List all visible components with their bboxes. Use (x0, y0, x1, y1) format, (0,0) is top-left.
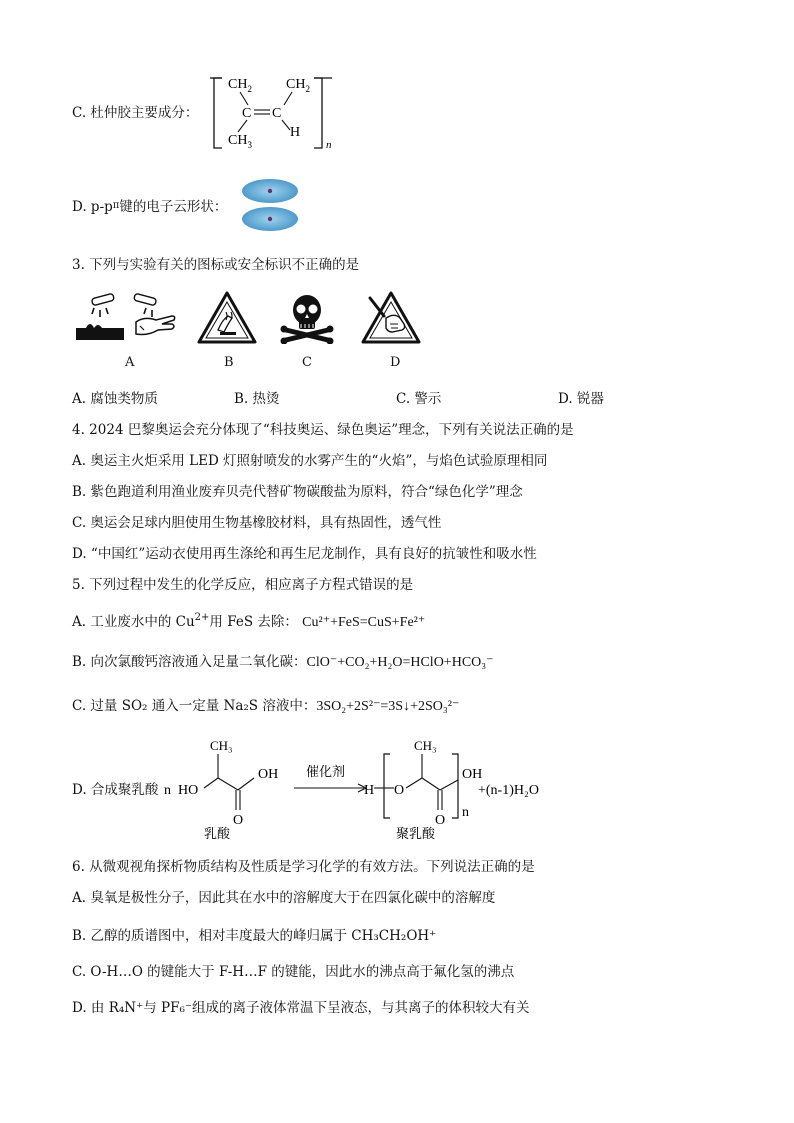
svg-text:催化剂: 催化剂 (306, 764, 346, 779)
q4-option-d: D. “中国红”运动衣使用再生涤纶和再生尼龙制作，具有良好的抗皱性和吸水性 (72, 546, 537, 562)
q3-option-d: D. 锐器 (558, 391, 604, 407)
q5-option-d-label: D. 合成聚乳酸 (72, 782, 159, 798)
q4-option-a: A. 奥运主火炬采用 LED 灯照射喷发的水雾产生的“火焰”，与焰色试验原理相同 (72, 453, 548, 469)
q3-stem: 3. 下列与实验有关的图标或安全标识不正确的是 (72, 257, 360, 273)
svg-text:O: O (233, 813, 244, 828)
top-left-group: $CH_2$ (228, 77, 252, 94)
svg-text:O: O (394, 783, 405, 798)
q5-option-b: B. 向次氯酸钙溶液通入足量二氧化碳：ClO⁻+CO₂+H₂O=HClO+HCO₃⁻ (72, 654, 494, 670)
q3-option-b: B. 热烫 (234, 391, 280, 407)
q4-stem: 4. 2024 巴黎奥运会充分体现了“科技奥运、绿色奥运”理念，下列有关说法正确的是 (72, 422, 574, 438)
p-p-pi-cloud-icon (240, 178, 300, 232)
q4-option-c: C. 奥运会足球内胆使用生物基橡胶材料，具有热固性，透气性 (72, 515, 442, 531)
q5-stem: 5. 下列过程中发生的化学反应，相应离子方程式错误的是 (72, 577, 414, 593)
q2-option-c-label: C. 杜仲胶主要成分： (72, 105, 199, 121)
corrosive-icon (74, 292, 184, 344)
q6-stem: 6. 从微观视角探析物质结构及性质是学习化学的有效方法。下列说法正确的是 (72, 859, 535, 875)
svg-text:n: n (326, 139, 332, 151)
q6-option-d: D. 由 R₄N⁺与 PF₆⁻组成的离子液体常温下呈液态，与其离子的体积较大有关 (72, 1000, 530, 1016)
top-right-group: $CH_2$ (286, 77, 310, 94)
polylactic-acid-synthesis (160, 734, 560, 844)
svg-text:HO: HO (178, 783, 199, 798)
q6-option-b: B. 乙醇的质谱图中，相对丰度最大的峰归属于 CH₃CH₂OH⁺ (72, 928, 437, 944)
icon-label-b: B (224, 355, 234, 370)
icon-label-d: D (390, 355, 401, 370)
svg-text:n: n (462, 805, 469, 820)
svg-text:H: H (290, 125, 301, 140)
svg-text:O: O (435, 813, 446, 828)
sharp-object-icon (360, 290, 422, 346)
svg-text:聚乳酸: 聚乳酸 (396, 826, 436, 841)
svg-text:C: C (242, 106, 252, 121)
svg-text:OH: OH (462, 767, 483, 782)
svg-text:CH₃: CH₃ (414, 738, 437, 753)
hot-surface-icon (196, 290, 258, 346)
q2-option-d-label: D. $p-p^\pi$键的电子云形状： (72, 199, 228, 215)
skull-crossbones-icon (278, 292, 336, 344)
q6-option-c: C. O-H…O 的键能大于 F-H…F 的键能，因此水的沸点高于氟化氢的沸点 (72, 964, 515, 980)
icon-label-c: C (302, 355, 312, 370)
q4-option-b: B. 紫色跑道利用渔业废弃贝壳代替矿物碳酸盐为原料，符合“绿色化学”理念 (72, 484, 523, 500)
svg-text:乳酸: 乳酸 (204, 826, 231, 841)
svg-text:OH: OH (258, 767, 279, 782)
q5-option-c: C. 过量 SO₂ 通入一定量 Na₂S 溶液中：3SO₂+2S²⁻=3S↓+2SO₃²⁻ (72, 698, 460, 714)
q6-option-a: A. 臭氧是极性分子，因此其在水中的溶解度大于在四氯化碳中的溶解度 (72, 890, 496, 906)
q3-option-c: C. 警示 (396, 391, 442, 407)
q3-option-a: A. 腐蚀类物质 (72, 391, 158, 407)
icon-label-a: A (125, 355, 135, 370)
svg-text:n: n (164, 783, 171, 798)
q5-option-a: A. 工业废水中的 $Cu^{2+}$用 FeS 去除： Cu²⁺+FeS=CuS+Fe²⁺ (72, 612, 426, 630)
svg-text:+(n-1)H₂O: +(n-1)H₂O (478, 783, 539, 798)
svg-text:C: C (272, 106, 282, 121)
bottom-left-group: $CH_3$ (228, 133, 252, 150)
svg-text:CH₃: CH₃ (210, 738, 233, 753)
svg-text:H: H (364, 783, 375, 798)
gutta-percha-structure (210, 70, 340, 155)
